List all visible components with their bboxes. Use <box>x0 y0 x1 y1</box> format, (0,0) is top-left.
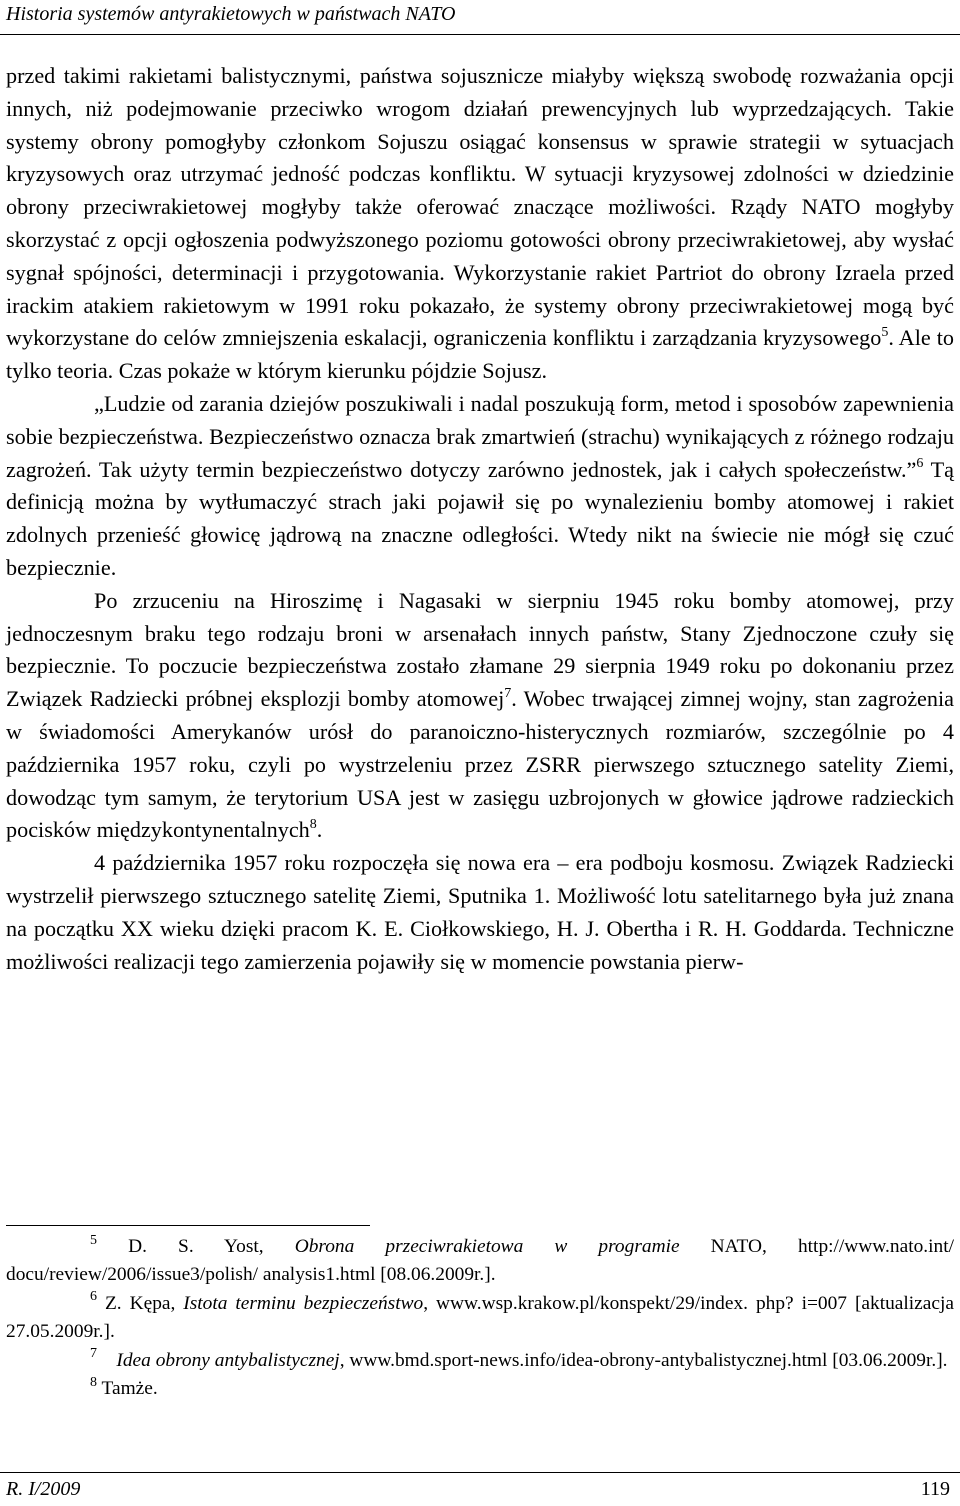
footnotes <box>6 1233 954 1403</box>
footer-divider <box>0 1472 960 1473</box>
footnote-ref-8[interactable]: 8 <box>309 816 317 832</box>
paragraph-3: Po zrzuceniu na Hiroszimę i Nagasaki w sierpniu 1945 roku bomby atomowej, przy jednoczesnym braku tego rodzaju broni w arsenałach innych państw, Stany Zjednoczone czuły się bezpiecznie. To poczucie bezpieczeństwa zostało złamane 29 sierpnia 1949 roku po dokonaniu przez Związek Radziecki próbnej eksplozji bomby atomowej$^7$. Wobec trwającej zimnej wojny, stan zagrożenia w świadomości Amerykanów urósł do paranoiczno-histerycznych rozmiarów, szczególnie po 4 października 1957 roku, czyli po wystrzeleniu przez ZSRR pierwszego sztucznego satelity Ziemi, dowodząc tym samym, że terytorium USA jest w zasięgu uzbrojonych w głowice jądrowe radzieckich pocisków międzykontynentalnych$^8$. <box>6 587 954 843</box>
paragraph-2: „Ludzie od zarania dziejów poszukiwali i nadal poszukują form, metod i sposobów zapewnienia sobie bezpieczeństwa. Bezpieczeństwo oznacza brak zmartwień (strachu) wynikających z różnego rodzaju zagrożeń. Tak użyty termin bezpieczeństwo dotyczy zarówno jednostek, jak i całych społeczeństw.”$^6$ Tą definicją można by wytłumaczyć strach jaki pojawił się po wynalezieniu bomby atomowej i rakiet zdolnych przenieść głowicę jądrową na znaczne odległości. Wtedy nikt na świecie nie mógł się czuć bezpiecznie. <box>6 390 955 580</box>
page-number: 119 <box>920 1478 950 1500</box>
main-text <box>6 60 954 978</box>
running-header: Historia systemów antyrakietowych w państwach NATO <box>6 3 456 25</box>
footnote-6: $^6$ Z. Kępa, Istota terminu bezpieczeństwo, www.wsp.krakow.pl/konspekt/29/index. php? i=007 [aktualizacja 27.05.2009r.]. <box>6 1289 954 1343</box>
header-divider <box>0 34 960 35</box>
footnote-ref-6[interactable]: 6 <box>916 456 924 472</box>
footnote-7: $^7$ Idea obrony antybalistycznej, www.bmd.sport-news.info/idea-obrony-antybalistycznej.html [03.06.2009r.]. <box>90 1346 948 1371</box>
footnote-ref-7[interactable]: 7 <box>504 685 512 701</box>
footnote-divider <box>6 1225 370 1226</box>
footnote-8: $^8$ Tamże. <box>90 1374 158 1400</box>
paragraph-4: 4 października 1957 roku rozpoczęła się nowa era – era podboju kosmosu. Związek Radziecki wystrzelił pierwszego sztucznego satelitę Ziemi, Sputnika 1. Możliwość lotu satelitarnego była już znana na początku XX wieku dzięki pracom K. E. Ciołkowskiego, H. J. Obertha i R. H. Goddarda. Techniczne możliwości realizacji tego zamierzenia pojawiły się w momencie powstania pierw- <box>6 850 954 974</box>
footnote-5: $^5$ D. S. Yost, Obrona przeciwrakietowa w programie NATO, http://www.nato.int/ docu/review/2006/issue3/polish/ analysis1.html [08.06.2009r.]. <box>6 1232 954 1286</box>
footnote-ref-5[interactable]: 5 <box>881 324 889 340</box>
paragraph-1: przed takimi rakietami balistycznymi, państwa sojusznicze miałyby większą swobodę rozważania opcji innych, niż podejmowanie przeciwko wrogom działań prewencyjnych lub wyprzedzających. Takie systemy obrony pomogłyby członkom Sojuszu osiągać konsensus w sprawie strategii w sytuacjach kryzysowych oraz utrzymać jedność podczas konfliktu. W sytuacji kryzysowej zdolności w dziedzinie obrony przeciwrakietowej mogłyby także oferować znaczące możliwości. Rządy NATO mogłyby skorzystać z opcji ogłoszenia podwyższonego poziomu gotowości obrony przeciwrakietowej, aby wysłać sygnał spójności, determinacji i przygotowania. Wykorzystanie rakiet Partriot do obrony Izraela przed irackim atakiem rakietowym w 1991 roku pokazało, że systemy obrony przeciwrakietowej mogą być wykorzystane do celów zmniejszenia eskalacji, ograniczenia konfliktu i zarządzania kryzysowego$^5$. Ale to tylko teoria. Czas pokaże w którym kierunku pójdzie Sojusz. <box>6 63 954 384</box>
issue-label: R. I/2009 <box>6 1478 81 1500</box>
